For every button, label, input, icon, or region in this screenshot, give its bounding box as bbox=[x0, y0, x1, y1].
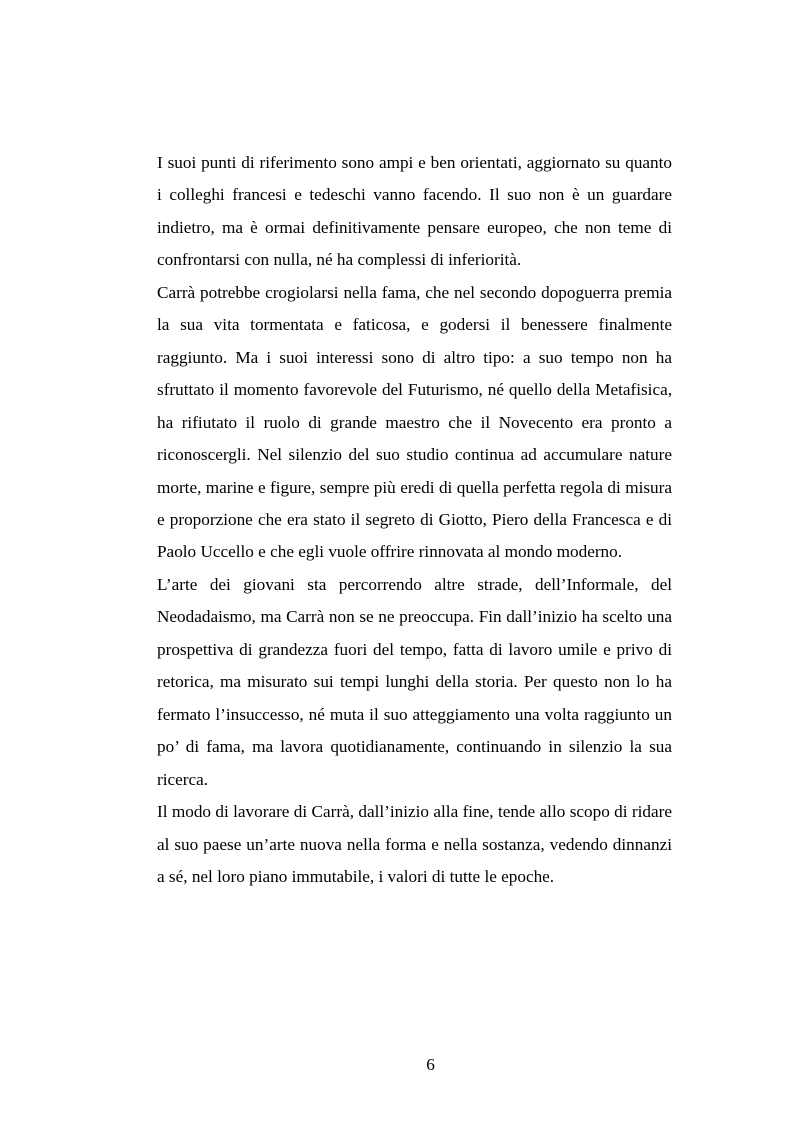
body-text bbox=[157, 147, 672, 893]
paragraph-3: L’arte dei giovani sta percorrendo altre strade, dell’Informale, del Neodadaismo, ma Carrà non se ne preoccupa. Fin dall’inizio ha scelto una prospettiva di grandezza fuori del tempo, fatta di lavoro umile e privo di retorica, ma misurato sui tempi lunghi della storia. Per questo non lo ha fermato l’insuccesso, né muta il suo atteggiamento una volta raggiunto un po’ di fama, ma lavora quotidianamente, continuando in silenzio la sua ricerca. bbox=[157, 574, 672, 789]
paragraph-1: I suoi punti di riferimento sono ampi e ben orientati, aggiornato su quanto i colleghi francesi e tedeschi vanno facendo. Il suo non è un guardare indietro, ma è ormai definitivamente pensare europeo, che non teme di confrontarsi con nulla, né ha complessi di inferiorità. bbox=[157, 153, 672, 270]
page-number: 6 bbox=[426, 1055, 435, 1074]
paragraph-4: Il modo di lavorare di Carrà, dall’inizio alla fine, tende allo scopo di ridare al suo paese un’arte nuova nella forma e nella sostanza, vedendo dinnanzi a sé, nel loro piano immutabile, i valori di tutte le epoche. bbox=[157, 802, 672, 886]
paragraph-2: Carrà potrebbe crogiolarsi nella fama, che nel secondo dopoguerra premia la sua vita tormentata e faticosa, e godersi il benessere finalmente raggiunto. Ma i suoi interessi sono di altro tipo: a suo tempo non ha sfruttato il momento favorevole del Futurismo, né quello della Metafisica, ha rifiutato il ruolo di grande maestro che il Novecento era pronto a riconoscergli. Nel silenzio del suo studio continua ad accumulare nature morte, marine e figure, sempre più eredi di quella perfetta regola di misura e proporzione che era stato il segreto di Giotto, Piero della Francesca e di Paolo Uccello e che egli vuole offrire rinnovata al mondo moderno. bbox=[157, 282, 672, 562]
